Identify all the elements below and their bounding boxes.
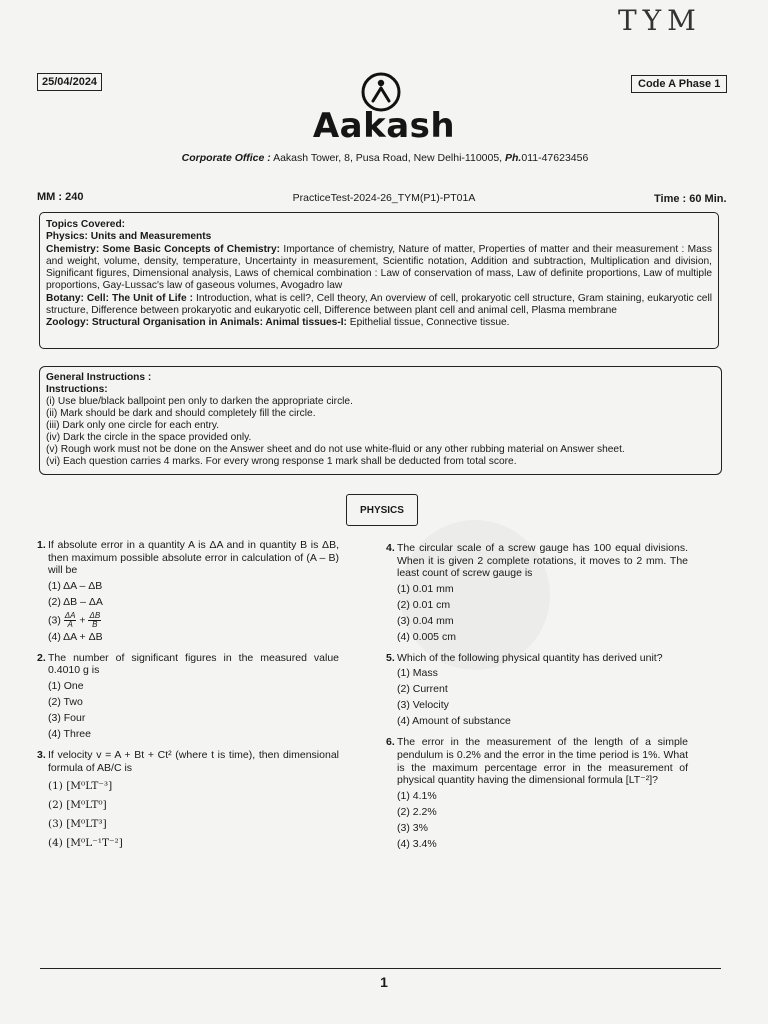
topics-zoology-label: Zoology: Structural Organisation in Animals: Animal tissues-I: bbox=[46, 317, 347, 329]
time-limit: Time : 60 Min. bbox=[654, 193, 727, 205]
office-phone: 011-47623456 bbox=[521, 152, 589, 164]
brand-name: Aakash bbox=[312, 106, 456, 146]
question-text: If velocity v = A + Bt + Ct² (where t is time), then dimensional formula of AB/C is bbox=[48, 748, 339, 774]
option: (1) One bbox=[48, 679, 84, 692]
office-label: Corporate Office : bbox=[181, 152, 271, 164]
question-5 bbox=[386, 652, 688, 729]
topics-physics: Physics: Units and Measurements bbox=[46, 231, 212, 243]
topics-zoology-text: Epithelial tissue, Connective tissue. bbox=[349, 317, 510, 329]
question-text: If absolute error in a quantity A is ΔA and in quantity B is ΔB, then maximum possible absolute error in calculation of (A – B) will be bbox=[48, 539, 339, 577]
phone-label: Ph. bbox=[505, 152, 522, 164]
topics-botany-text: Introduction, what is cell?, Cell theory, An overview of cell, prokaryotic cell structure, Gram staining, eukaryotic cell structure, Difference between prokaryotic and eukaryotic cell, Difference between plant cell and animal cell, Plasma membrane bbox=[46, 292, 712, 317]
topics-botany-label: Botany: Cell: The Unit of Life : bbox=[46, 292, 193, 304]
question-number: 1. bbox=[37, 539, 46, 551]
fraction bbox=[88, 612, 101, 629]
instruction-item: (v) Rough work must not be done on the Answer sheet and do not use white-fluid or any other rubbing material on Answer sheet. bbox=[46, 444, 625, 455]
question-text: The error in the measurement of the length of a simple pendulum is 0.2% and the error in the time period is 1%. What is the maximum percentage error in the measurement of physical quantity having the dimensional formula [LT⁻²]? bbox=[397, 736, 688, 787]
fraction bbox=[64, 612, 77, 629]
topics-chemistry-label: Chemistry: Some Basic Concepts of Chemistry: bbox=[46, 243, 281, 255]
exam-date: 25/04/2024 bbox=[37, 73, 102, 91]
handwritten-note: TYM bbox=[618, 4, 702, 37]
corporate-office bbox=[180, 152, 590, 165]
option: (2) 2.2% bbox=[397, 805, 437, 818]
question-6 bbox=[386, 736, 688, 850]
question-4 bbox=[386, 542, 688, 644]
option: (4) Amount of substance bbox=[397, 715, 511, 728]
option bbox=[48, 612, 339, 628]
option: (3) Velocity bbox=[397, 699, 449, 712]
fraction-numerator: ΔB bbox=[89, 610, 101, 620]
option: (2) [M⁰LT⁰] bbox=[48, 799, 107, 812]
option: (1) 4.1% bbox=[397, 789, 437, 802]
option: (1) ΔA – ΔB bbox=[48, 579, 103, 592]
footer-divider bbox=[40, 968, 721, 969]
option: (3) 3% bbox=[397, 821, 428, 834]
general-instructions-heading: General Instructions : bbox=[46, 372, 152, 383]
fraction-denominator: B bbox=[92, 619, 98, 629]
test-name: PracticeTest-2024-26_TYM(P1)-PT01A bbox=[292, 192, 476, 204]
fraction-numerator: ΔA bbox=[64, 610, 76, 620]
paper-code: Code A Phase 1 bbox=[631, 75, 727, 93]
option: (2) ΔB – ΔA bbox=[48, 595, 103, 608]
option: (4) ΔA + ΔB bbox=[48, 630, 103, 643]
option: (1) [M⁰LT⁻³] bbox=[48, 780, 113, 793]
option: (2) 0.01 cm bbox=[397, 598, 451, 611]
option: (1) 0.01 mm bbox=[397, 582, 454, 595]
option: (1) Mass bbox=[397, 667, 438, 680]
option: (4) Three bbox=[48, 727, 91, 740]
option: (4) 0.005 cm bbox=[397, 630, 456, 643]
option: (4) 3.4% bbox=[397, 837, 437, 850]
question-text: The number of significant figures in the measured value 0.4010 g is bbox=[48, 651, 339, 677]
instructions-heading: Instructions: bbox=[46, 384, 108, 395]
question-number: 2. bbox=[37, 651, 46, 664]
topics-heading: Topics Covered: bbox=[46, 219, 126, 230]
office-address: Aakash Tower, 8, Pusa Road, New Delhi-110005, bbox=[273, 152, 503, 164]
page-number: 1 bbox=[380, 974, 388, 990]
question-number: 4. bbox=[386, 542, 395, 554]
section-physics-label: PHYSICS bbox=[346, 494, 418, 526]
option: (4) [M⁰L⁻¹T⁻²] bbox=[48, 837, 123, 850]
question-number: 3. bbox=[37, 748, 46, 761]
right-question-column bbox=[386, 542, 688, 859]
question-number: 5. bbox=[386, 651, 395, 664]
fraction-denominator: A bbox=[67, 619, 73, 629]
instruction-item: (ii) Mark should be dark and should completely fill the circle. bbox=[46, 408, 316, 419]
plus-sign: + bbox=[79, 614, 86, 627]
question-text: Which of the following physical quantity has derived unit? bbox=[397, 651, 663, 664]
question-3 bbox=[37, 749, 339, 850]
max-marks: MM : 240 bbox=[37, 191, 84, 203]
option: (2) Two bbox=[48, 695, 83, 708]
left-question-column bbox=[37, 539, 339, 858]
option: (2) Current bbox=[397, 683, 448, 696]
option: (3) Four bbox=[48, 711, 86, 724]
question-text: The circular scale of a screw gauge has 100 equal divisions. When it is given 2 complete rotations, it moves to 2 mm. The least count of screw gauge is bbox=[397, 542, 688, 580]
option: (3) [M⁰LT³] bbox=[48, 818, 107, 831]
topics-chemistry-text: Importance of chemistry, Nature of matter, Properties of matter and their measurement : Mass and weight, volume, density, temperature, Uncertainty in measurement, Scientific notation, Addition and subtraction, Multiplication and division, Significant figures, Dimensional analysis, Laws of chemical combination : Law of conservation of mass, Law of definite proportions, Law of multiple proportions, Gay-Lussac's law of gaseous volumes, Avogadro law bbox=[46, 243, 712, 292]
instructions-box bbox=[39, 366, 722, 475]
instruction-item: (iv) Dark the circle in the space provided only. bbox=[46, 432, 252, 443]
topics-box bbox=[39, 212, 719, 349]
option-label: (3) bbox=[48, 614, 61, 627]
instruction-item: (i) Use blue/black ballpoint pen only to darken the appropriate circle. bbox=[46, 396, 353, 407]
question-2 bbox=[37, 652, 339, 741]
instruction-item: (vi) Each question carries 4 marks. For every wrong response 1 mark shall be deducted from total score. bbox=[46, 456, 517, 467]
instruction-item: (iii) Dark only one circle for each entry. bbox=[46, 420, 220, 431]
option: (3) 0.04 mm bbox=[397, 614, 454, 627]
question-number: 6. bbox=[386, 736, 395, 749]
question-1 bbox=[37, 539, 339, 644]
